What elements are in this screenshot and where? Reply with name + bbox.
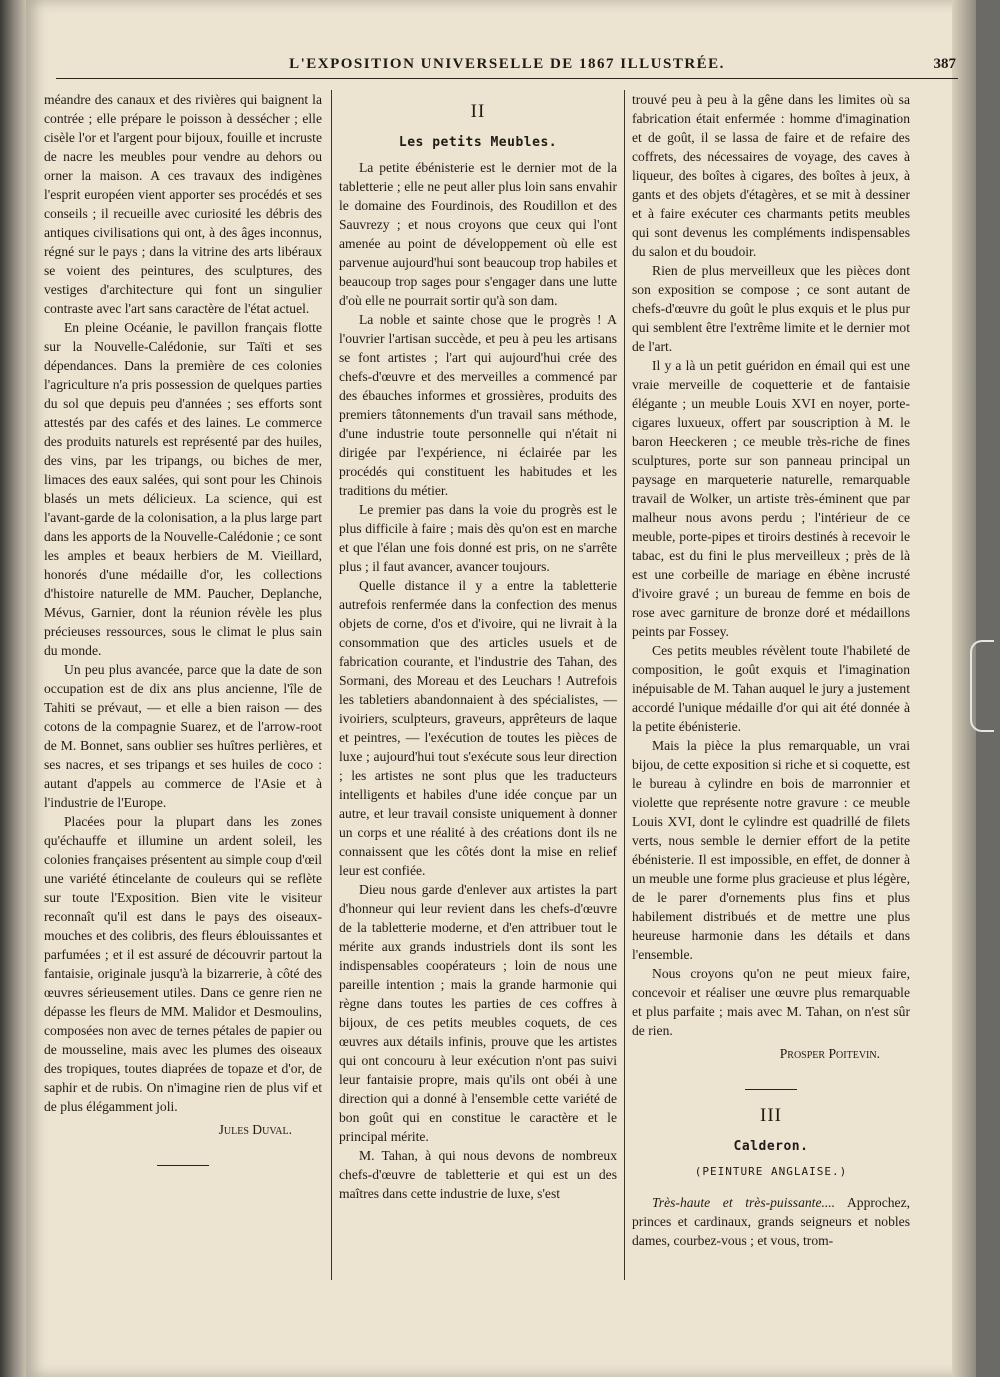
section-divider [157,1165,209,1166]
column-1 [44,90,322,1182]
section-title: Les petits Meubles. [398,135,558,150]
paragraph: Rien de plus merveilleux que les pièces dont son exposition se compose ; ce sont autant de chefs-d'œuvre du goût le plus exquis et le plus pur qui semblent être l'extrême limite et le dernier mot de l'art. [632,263,910,354]
column-rule-1 [331,90,332,1280]
column-3 [632,90,910,1250]
page-clip-mark [970,640,994,732]
page-header [56,52,958,79]
book-spine-gutter [0,0,26,1377]
paragraph-text: Approchez, princes et cardinaux, grands seigneurs et nobles dames, courbez-vous ; et vous, trom- [632,1195,911,1248]
paragraph: La noble et sainte chose que le progrès ! A l'ouvrier l'artisan succède, et peu à peu les artisans se font artistes ; l'art qui aujourd'hui crée des chefs-d'œuvre et des merveilles a commencé par des ébauches informes et grossières, produits des premiers tâtonnements d'un travail sans méthode, d'une industrie toute personnelle qui n'était ni dirigée par l'expérience, ni éclairée par les procédés qui constituent les habitudes et les traditions du métier. [339,312,617,498]
section-divider [745,1089,797,1090]
paragraph: Nous croyons qu'on ne peut mieux faire, concevoir et réaliser une œuvre plus remarquable et plus parfaite ; mais avec M. Tahan, on n'est sûr de rien. [632,966,910,1038]
paragraph: La petite ébénisterie est le dernier mot de la tabletterie ; elle ne peut aller plus loin sans envahir le domaine des Fourdinois, des Roudillon et des Sauvrezy ; et nous croyons que ceux qui l'ont amenée au point de développement où elle est parvenue aujourd'hui sont beaucoup trop habiles et beaucoup trop sages pour s'engager dans une lutte d'où elle ne pourrait sortir qu'à son dam. [339,160,617,308]
author-signature: Jules Duval. [218,1122,292,1137]
running-title: L'EXPOSITION UNIVERSELLE DE 1867 ILLUSTRÉE. [289,56,725,72]
paragraph: M. Tahan, à qui nous devons de nombreux chefs-d'œuvre de tabletterie et qui est un des maîtres dans cette industrie de luxe, s'est [339,1148,617,1201]
paragraph: Le premier pas dans la voie du progrès est le plus difficile à faire ; mais dès qu'on est en marche et que l'élan une fois donné est pris, on ne s'arrête plus ; il faut avancer, avancer toujours. [339,502,617,574]
section-number: II [470,101,486,122]
paragraph: trouvé peu à peu à la gêne dans les limites où sa fabrication était enfermée : homme d'imagination et de goût, il se lassa de faire et de refaire des coffrets, des nécessaires de voyage, des caves à liqueur, des boîtes à cigares, des boîtes à jeux, à gants et des objets d'étagères, et se mit à dessiner et à faire exécuter ces charmants petits meubles qui sont devenus les compléments indispensables du salon et du boudoir. [632,92,910,259]
section-number: III [760,1105,782,1126]
column-rule-2 [624,90,625,1280]
paragraph: Quelle distance il y a entre la tabletterie autrefois renfermée dans la confection des menus objets de corne, d'os et d'ivoire, qui ne livrait à la consommation que des articles usuels et de fabrication courante, et l'industrie des Tahan, des Sormani, des Moreau et des Leuchars ! Autrefois les tabletiers abandonnaient à des spécialistes, — ivoiriers, sculpteurs, graveurs, apprêteurs de laque et peintres, — l'exécution de toutes les pièces de luxe ; aujourd'hui tout s'exécute sous leur direction ; les artistes ne sont plus que les traducteurs intelligents et habiles d'une idée conçue par un autre, et leur travail consiste uniquement à donner un corps et une réalité à des créations dont ils ne connaissent que les côtés dont la mise en relief leur est confiée. [339,578,617,878]
paragraph: méandre des canaux et des rivières qui baignent la contrée ; elle prépare le poisson à dessécher ; elle cisèle l'or et l'argent pour bijoux, fouille et incruste de nacre les meubles pour vendre au dehors ou orner la maison. A ces travaux des indigènes l'esprit européen vient apporter ses procédés et ses conseils ; il recueille avec curiosité les débris des antiques civilisations qui ont, à des âges inconnus, régné sur le pays ; dans la vitrine des arts libéraux se voient des peintures, des sculptures, des vestiges d'architecture qui font un singulier contraste avec l'art sans caractère de l'état actuel. [44,92,322,316]
column-2 [339,90,617,1203]
paragraph: Il y a là un petit guéridon en émail qui est une vraie merveille de coquetterie et de fantaisie élégante ; un meuble Louis XVI en noyer, porte-cigares luxueux, offert par souscription à M. le baron Heeckeren ; ce meuble très-riche de fines sculptures, porte sur son panneau principal un paysage en marqueterie naturelle, remarquable travail de Wolker, un artiste très-éminent que par malheur nous avons perdu ; l'intérieur de ce meuble, porte-pipes et tiroirs destinés à recevoir le tabac, est du fini le plus merveilleux ; près de là est une corbeille de mariage en ébène incrusté d'ivoire gravé ; un bureau de femme en bois de rose avec garniture de bronze doré et médaillons peints par Fossey. [632,358,910,639]
section-subtitle: (PEINTURE ANGLAISE.) [694,1165,848,1178]
italic-lead: Très-haute et très-puissante.... [652,1195,836,1210]
author-signature: Prosper Poitevin. [779,1046,880,1061]
paragraph: Mais la pièce la plus remarquable, un vrai bijou, de cette exposition si riche et si coquette, est le bureau à cylindre en bois de marronnier et violette que représente notre gravure : ce meuble Louis XVI, dont le cylindre est quadrillé de filets verts, nous semble le dernier effort de la petite ébénisterie. Il est impossible, en effet, de donner à un meuble une forme plus gracieuse et plus légère, de le parer d'ornements plus fins et plus habilement distribués et de mettre une plus heureuse harmonie dans les détails et dans l'ensemble. [632,738,910,962]
page-number: 387 [933,56,956,72]
paragraph [632,1193,910,1250]
paragraph: Ces petits meubles révèlent toute l'habileté de composition, le goût exquis et l'imagination inépuisable de M. Tahan auquel le jury a justement accordé l'unique médaille d'or qui ait été donnée à la petite ébénisterie. [632,643,910,734]
paragraph: Placées pour la plupart dans les zones qu'échauffe et illumine un ardent soleil, les colonies françaises présentent au simple coup d'œil une variété étincelante de couleurs qui se reflète sur toute l'Exposition. Bien vite le visiteur reconnaît qu'il est dans le pays des oiseaux-mouches et des colibris, des fleurs éblouissantes et parfumées ; et il est assuré de découvrir partout la fantaisie, originale jusqu'à la bizarrerie, à côté des œuvres sérieusement utiles. Dans ce genre rien ne dépasse les fleurs de MM. Malidor et Desmoulins, composées non avec de ternes pétales de papier ou de mousseline, mais avec les plumes des oiseaux des tropiques, toutes diaprées de topaze et d'or, de saphir et de rubis. On n'imagine rien de plus vif et de plus élégamment joli. [44,814,323,1114]
paragraph: Un peu plus avancée, parce que la date de son occupation est de dix ans plus ancienne, l'île de Tahiti se prévaut, — et elle a bien raison — des cotons de la compagnie Suarez, et de l'arrow-root de M. Bonnet, sans oublier ses huîtres perlières, et ses nacres, et ses tripangs et ses huiles de coco : autant d'appels au commerce de l'Asie et à l'industrie de l'Europe. [44,662,322,810]
paragraph: Dieu nous garde d'enlever aux artistes la part d'honneur qui leur revient dans les chefs-d'œuvre de la tabletterie moderne, et d'en attribuer tout le mérite aux grands industriels dont ils sont les indispensables coopérateurs ; loin de nous une pareille intention ; mais la grande harmonie qui règne dans toutes les parties de ces coffres à bijoux, de ces petits meubles coquets, de ces œuvres aux détails infinis, prouve que les artistes qui ont concouru à leur exécution n'ont pas suivi leur fantaisie propre, mais qu'ils ont obéi à une direction qui a donné à l'ensemble cette variété de bon goût qui en constitue le caractère et le principal mérite. [339,882,617,1144]
newspaper-page [26,0,976,1377]
paragraph: En pleine Océanie, le pavillon français flotte sur la Nouvelle-Calédonie, sur Taïti et ses dépendances. Dans la première de ces colonies l'agriculture n'a pris possession de quelques parties du sol que depuis peu d'années ; ses efforts sont attestés par des cafés et des laines. Le commerce des produits naturels est représenté par des huiles, des vins, par les tripangs, ou biches de mer, limaces des eaux salées, qui sont pour les Chinois blasés un mets délicieux. La science, qui est l'avant-garde de la colonisation, a la plus large part dans les apports de la Nouvelle-Calédonie ; ce sont les amples et beaux herbiers de M. Vieillard, honorés d'une médaille d'or, les collections d'histoire naturelle de MM. Paucher, Deplanche, Mévus, Garnier, dont la réunion révèle les plus précieuses ressources, sous le climat le plus sain du monde. [44,320,322,658]
section-title: Calderon. [733,1139,809,1154]
